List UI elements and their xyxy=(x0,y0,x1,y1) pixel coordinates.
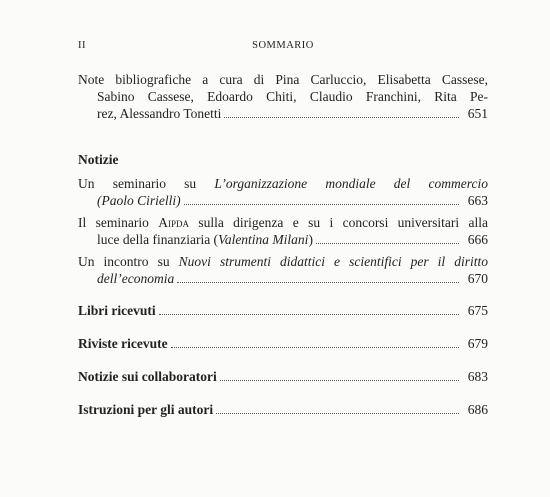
entry-line: Sabino Cassese, Edoardo Chiti, Claudio Franchini, Rita Pe- xyxy=(97,89,488,104)
entry-line-leader xyxy=(78,368,488,385)
dot-leader xyxy=(216,412,459,414)
toc-entry-notizie-3[interactable] xyxy=(78,253,488,287)
page-ref: 679 xyxy=(467,336,488,351)
page-number: II xyxy=(78,40,86,51)
dot-leader xyxy=(220,379,459,381)
toc-entry-notizie-1[interactable] xyxy=(78,175,488,209)
section-label: Notizie sui collaboratori xyxy=(78,369,217,384)
dot-leader xyxy=(224,116,459,118)
page-ref: 651 xyxy=(467,106,488,121)
toc-entry-riviste-ricevute[interactable] xyxy=(78,335,488,352)
toc-entry-note-bibliografiche[interactable] xyxy=(78,71,488,122)
page-ref: 683 xyxy=(467,369,488,384)
dot-leader xyxy=(159,313,459,315)
entry-line-leader xyxy=(78,302,488,319)
toc-entry-notizie-collaboratori[interactable] xyxy=(78,368,488,385)
entry-line-leader: (Paolo Cirielli) 663 xyxy=(97,193,488,208)
entry-line: Note bibliografiche a cura di Pina Carluccio, Elisabetta Cassese, xyxy=(78,72,488,87)
section-label: Istruzioni per gli autori xyxy=(78,402,214,417)
entry-line-leader: luce della finanziaria (Valentina Milani) 666 xyxy=(97,232,488,247)
section-heading-notizie: Notizie xyxy=(78,152,119,167)
entry-line-leader: dell’economia 670 xyxy=(97,271,488,286)
dot-leader xyxy=(184,203,459,205)
toc-entry-istruzioni-autori[interactable] xyxy=(78,401,488,418)
page-ref: 670 xyxy=(467,271,488,286)
dot-leader xyxy=(171,346,459,348)
toc-entry-libri-ricevuti[interactable] xyxy=(78,302,488,319)
entry-line: Il seminario Aipda sulla dirigenza e su i concorsi universitari alla xyxy=(78,215,488,230)
dot-leader xyxy=(316,242,459,244)
dot-leader xyxy=(177,281,459,283)
page-ref: 686 xyxy=(467,402,488,417)
section-label: Libri ricevuti xyxy=(78,303,156,318)
page-ref: 675 xyxy=(467,303,488,318)
section-label: Riviste ricevute xyxy=(78,336,168,351)
running-head xyxy=(78,40,488,54)
page-ref: 666 xyxy=(467,232,488,247)
running-title: SOMMARIO xyxy=(252,40,314,51)
entry-line: Un seminario su L’organizzazione mondiale del commercio xyxy=(78,176,488,191)
page-ref: 663 xyxy=(467,193,488,208)
entry-line-leader xyxy=(78,401,488,418)
entry-line-leader: rez, Alessandro Tonetti 651 xyxy=(97,106,488,121)
entry-line-leader xyxy=(78,335,488,352)
toc-entry-notizie-2[interactable] xyxy=(78,214,488,248)
entry-line: Un incontro su Nuovi strumenti didattici e scientifici per il diritto xyxy=(78,254,488,269)
